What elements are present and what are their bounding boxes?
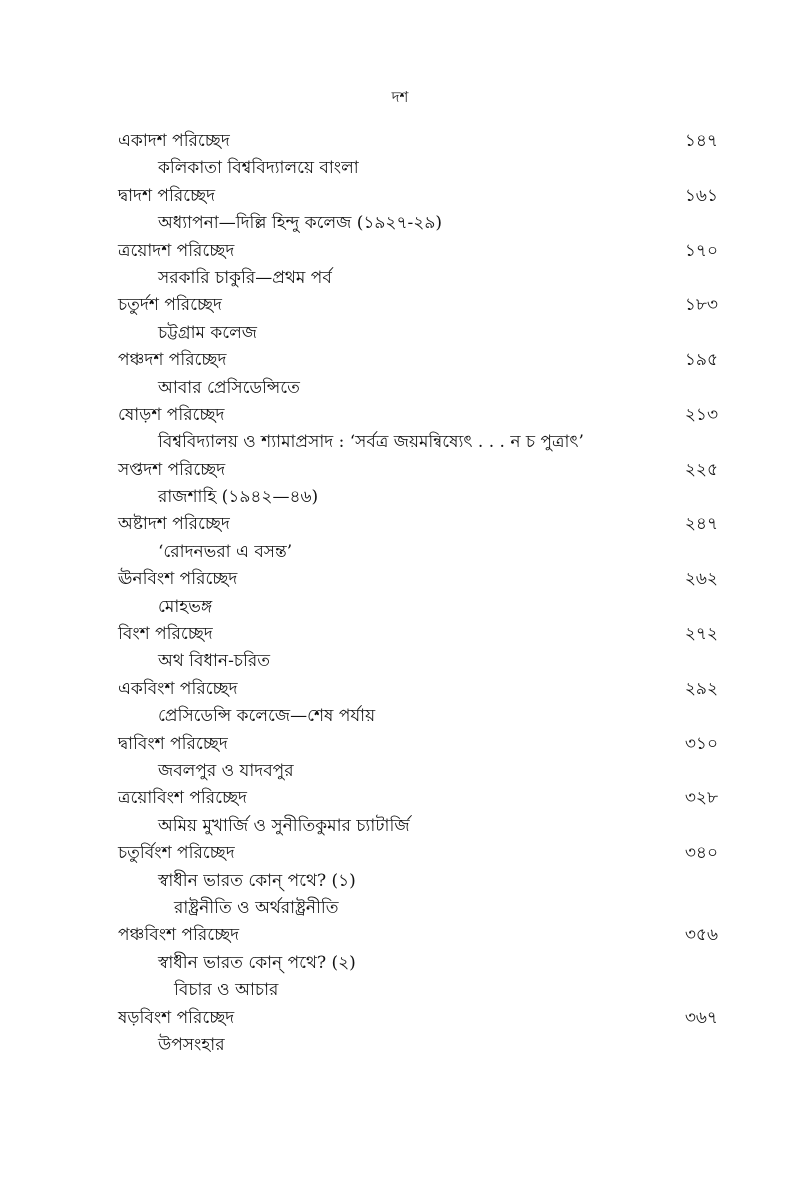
chapter-heading: অষ্টাদশ পরিচ্ছেদ — [118, 514, 230, 535]
chapter-heading: একাদশ পরিচ্ছেদ — [118, 131, 230, 151]
toc-entry-chapter-24 — [118, 840, 718, 922]
chapter-subtitle: ‘রোদনভরা এ বসন্ত’ — [158, 541, 293, 562]
toc-entry-chapter-11 — [118, 128, 718, 183]
chapter-heading: পঞ্চদশ পরিচ্ছেদ — [118, 350, 227, 371]
toc-entry-chapter-21 — [118, 676, 718, 731]
chapter-heading: চতুর্বিংশ পরিচ্ছেদ — [118, 843, 235, 864]
chapter-heading: ত্রয়োবিংশ পরিচ্ছেদ — [118, 788, 247, 809]
chapter-page-number: ১৪৭ — [684, 131, 718, 151]
chapter-page-number: ২২৫ — [684, 459, 718, 480]
chapter-subtitle: চট্টগ্রাম কলেজ — [158, 322, 258, 343]
chapter-heading: পঞ্চবিংশ পরিচ্ছেদ — [118, 925, 240, 946]
chapter-subtitle: মোহভঙ্গ — [158, 596, 213, 617]
chapter-heading: দ্বাবিংশ পরিচ্ছেদ — [118, 733, 228, 754]
chapter-subtitle: স্বাধীন ভারত কোন্ পথে? (১) — [158, 870, 356, 891]
table-of-contents — [118, 128, 718, 1059]
chapter-subtitle: প্রেসিডেন্সি কলেজে—শেষ পর্যায় — [158, 706, 376, 727]
page-number: দশ — [391, 88, 409, 106]
toc-entry-chapter-15 — [118, 347, 718, 402]
chapter-page-number: ২৬২ — [684, 569, 718, 590]
toc-entry-chapter-20 — [118, 621, 718, 676]
chapter-heading: ঊনবিংশ পরিচ্ছেদ — [118, 569, 238, 590]
chapter-heading: ষোড়শ পরিচ্ছেদ — [118, 404, 225, 425]
toc-entry-chapter-18 — [118, 511, 718, 566]
chapter-heading: ষড়বিংশ পরিচ্ছেদ — [118, 1007, 235, 1028]
toc-entry-chapter-22 — [118, 731, 718, 786]
chapter-subtitle: বিশ্ববিদ্যালয় ও শ্যামাপ্রসাদ : ‘সর্বত্র জয়মন্বিষ্যেৎ . . . ন চ পুত্রাৎ’ — [158, 432, 584, 453]
chapter-page-number: ২৯২ — [684, 678, 718, 699]
chapter-page-number: ১৬১ — [684, 185, 718, 206]
chapter-page-number: ২৭২ — [684, 624, 718, 645]
toc-entry-chapter-13 — [118, 238, 718, 293]
toc-entry-chapter-16 — [118, 402, 718, 457]
chapter-subtitle: স্বাধীন ভারত কোন্ পথে? (২) — [158, 952, 356, 973]
chapter-page-number: ২৪৭ — [684, 514, 718, 535]
chapter-subtitle: সরকারি চাকুরি—প্রথম পর্ব — [158, 267, 332, 288]
chapter-heading: চতুর্দশ পরিচ্ছেদ — [118, 295, 222, 316]
chapter-heading: ত্রয়োদশ পরিচ্ছেদ — [118, 240, 235, 261]
toc-entry-chapter-17 — [118, 457, 718, 512]
toc-entry-chapter-19 — [118, 566, 718, 621]
toc-entry-chapter-26 — [118, 1005, 718, 1060]
chapter-subtitle: অথ বিধান-চরিত — [158, 651, 270, 672]
chapter-heading: একবিংশ পরিচ্ছেদ — [118, 678, 238, 699]
chapter-page-number: ৩২৮ — [684, 788, 718, 809]
chapter-subtitle: রাজশাহি (১৯৪২—৪৬) — [158, 487, 319, 508]
chapter-page-number: ১৭০ — [684, 240, 718, 261]
chapter-page-number: ৩১০ — [684, 733, 718, 754]
chapter-page-number: ২১৩ — [684, 404, 718, 425]
chapter-subtitle: অধ্যাপনা—দিল্লি হিন্দু কলেজ (১৯২৭-২৯) — [158, 213, 442, 234]
chapter-heading: সপ্তদশ পরিচ্ছেদ — [118, 459, 226, 480]
toc-entry-chapter-14 — [118, 292, 718, 347]
chapter-page-number: ৩৪০ — [684, 843, 718, 864]
toc-entry-chapter-12 — [118, 183, 718, 238]
chapter-subtitle: অমিয় মুখার্জি ও সুনীতিকুমার চ্যাটার্জি — [158, 815, 410, 836]
chapter-page-number: ৩৬৭ — [684, 1007, 718, 1028]
chapter-page-number: ১৯৫ — [684, 350, 718, 371]
chapter-subtitle: আবার প্রেসিডেন্সিতে — [158, 377, 300, 398]
chapter-subtitle: কলিকাতা বিশ্ববিদ্যালয়ে বাংলা — [158, 158, 359, 179]
chapter-subtitle-secondary: বিচার ও আচার — [174, 980, 279, 1001]
toc-entry-chapter-23 — [118, 785, 718, 840]
chapter-subtitle-secondary: রাষ্ট্রনীতি ও অর্থরাষ্ট্রনীতি — [174, 897, 339, 918]
chapter-heading: দ্বাদশ পরিচ্ছেদ — [118, 185, 216, 206]
chapter-subtitle: জবলপুর ও যাদবপুর — [158, 760, 294, 781]
chapter-page-number: ১৮৩ — [684, 295, 718, 316]
chapter-heading: বিংশ পরিচ্ছেদ — [118, 624, 213, 645]
chapter-subtitle: উপসংহার — [158, 1034, 225, 1055]
toc-entry-chapter-25 — [118, 922, 718, 1004]
chapter-page-number: ৩৫৬ — [684, 925, 718, 946]
